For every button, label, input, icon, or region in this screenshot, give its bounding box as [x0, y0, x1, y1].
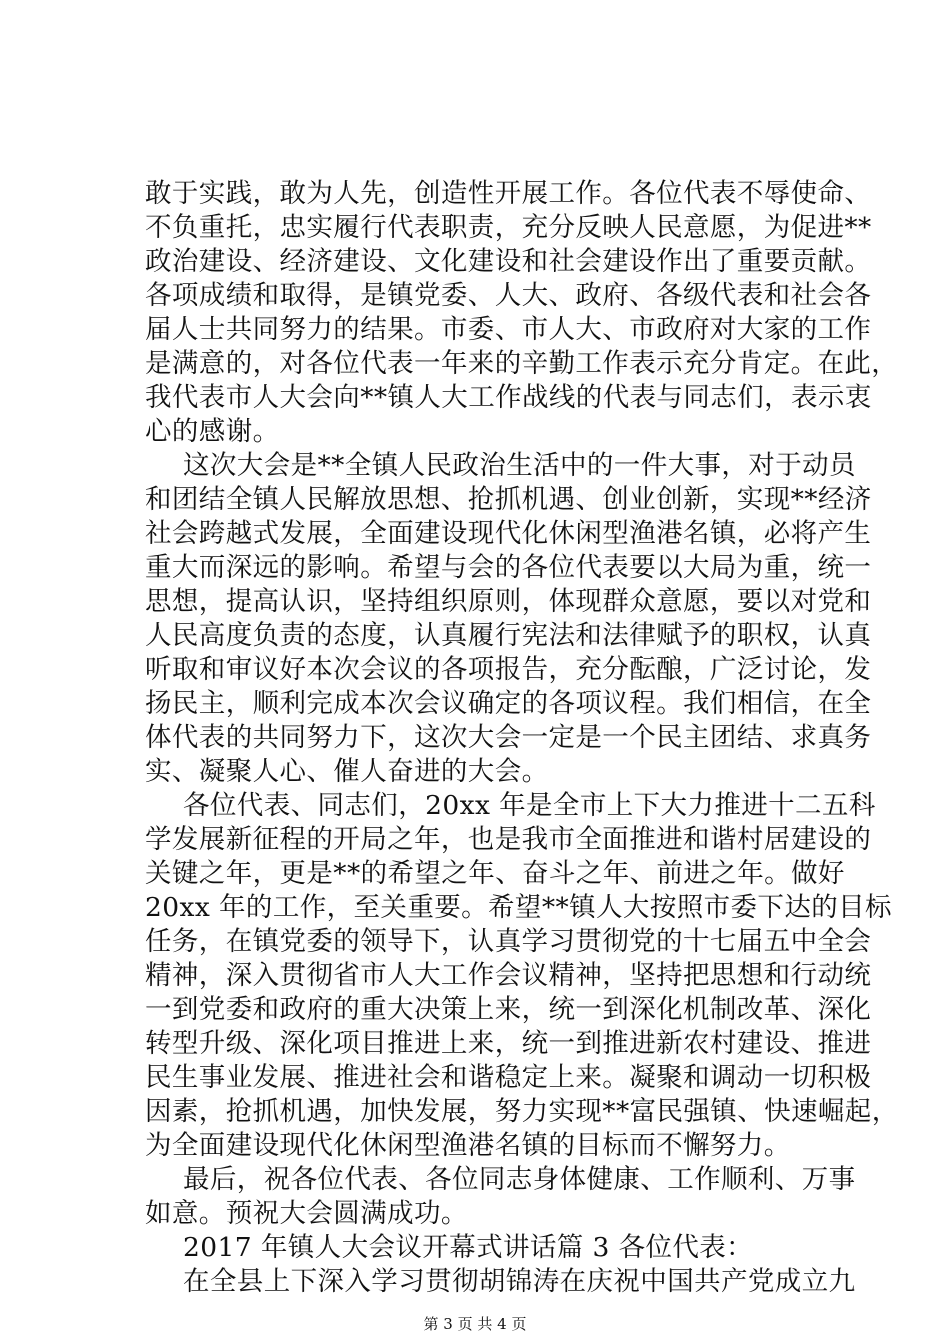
page-number-footer: 第 3 页 共 4 页 — [423, 1315, 527, 1333]
text-line: 实、凝聚人心、催人奋进的大会。 — [145, 756, 549, 787]
section-heading: 2017 年镇人大会议开幕式讲话篇 3 各位代表： — [183, 1232, 754, 1263]
text-line: 政治建设、经济建设、文化建设和社会建设作出了重要贡献。 — [145, 246, 872, 277]
text-line: 任务，在镇党委的领导下，认真学习贯彻党的十七届五中全会 — [145, 926, 872, 957]
paragraph-first-line: 在全县上下深入学习贯彻胡锦涛在庆祝中国共产党成立九 — [183, 1266, 856, 1297]
text-line: 为全面建设现代化休闲型渔港名镇的目标而不懈努力。 — [145, 1130, 791, 1161]
text-line: 不负重托，忠实履行代表职责，充分反映人民意愿，为促进** — [145, 212, 872, 243]
text-line: 听取和审议好本次会议的各项报告，充分酝酿，广泛讨论，发 — [145, 654, 872, 685]
text-line: 因素，抢抓机遇，加快发展，努力实现**富民强镇、快速崛起， — [145, 1096, 899, 1127]
text-line: 和团结全镇人民解放思想、抢抓机遇、创业创新，实现**经济 — [145, 484, 872, 515]
text-line: 我代表市人大会向**镇人大工作战线的代表与同志们，表示衷 — [145, 382, 872, 413]
text-line: 学发展新征程的开局之年，也是我市全面推进和谐村居建设的 — [145, 824, 872, 855]
text-line: 转型升级、深化项目推进上来，统一到推进新农村建设、推进 — [145, 1028, 872, 1059]
text-line: 届人士共同努力的结果。市委、市人大、市政府对大家的工作 — [145, 314, 872, 345]
text-line: 20xx 年的工作，至关重要。希望**镇人大按照市委下达的目标 — [145, 892, 892, 923]
text-line: 各项成绩和取得，是镇党委、人大、政府、各级代表和社会各 — [145, 280, 872, 311]
text-line: 一到党委和政府的重大决策上来，统一到深化机制改革、深化 — [145, 994, 872, 1025]
text-line: 扬民主，顺利完成本次会议确定的各项议程。我们相信，在全 — [145, 688, 872, 719]
paragraph-first-line: 各位代表、同志们，20xx 年是全市上下大力推进十二五科 — [183, 790, 876, 821]
paragraph-first-line: 这次大会是**全镇人民政治生活中的一件大事，对于动员 — [183, 450, 856, 481]
text-line: 重大而深远的影响。希望与会的各位代表要以大局为重，统一 — [145, 552, 872, 583]
text-line: 精神，深入贯彻省市人大工作会议精神，坚持把思想和行动统 — [145, 960, 872, 991]
text-line: 体代表的共同努力下，这次大会一定是一个民主团结、求真务 — [145, 722, 872, 753]
text-line: 是满意的，对各位代表一年来的辛勤工作表示充分肯定。在此， — [145, 348, 899, 379]
text-line: 人民高度负责的态度，认真履行宪法和法律赋予的职权，认真 — [145, 620, 872, 651]
text-line: 社会跨越式发展，全面建设现代化休闲型渔港名镇，必将产生 — [145, 518, 872, 549]
text-line: 民生事业发展、推进社会和谐稳定上来。凝聚和调动一切积极 — [145, 1062, 872, 1093]
text-line: 如意。预祝大会圆满成功。 — [145, 1198, 468, 1229]
paragraph-first-line: 最后，祝各位代表、各位同志身体健康、工作顺利、万事 — [183, 1164, 856, 1195]
text-line: 心的感谢。 — [145, 416, 280, 447]
text-line: 敢于实践，敢为人先，创造性开展工作。各位代表不辱使命、 — [145, 178, 872, 209]
text-line: 关键之年，更是**的希望之年、奋斗之年、前进之年。做好 — [145, 858, 845, 889]
text-line: 思想，提高认识，坚持组织原则，体现群众意愿，要以对党和 — [145, 586, 872, 617]
